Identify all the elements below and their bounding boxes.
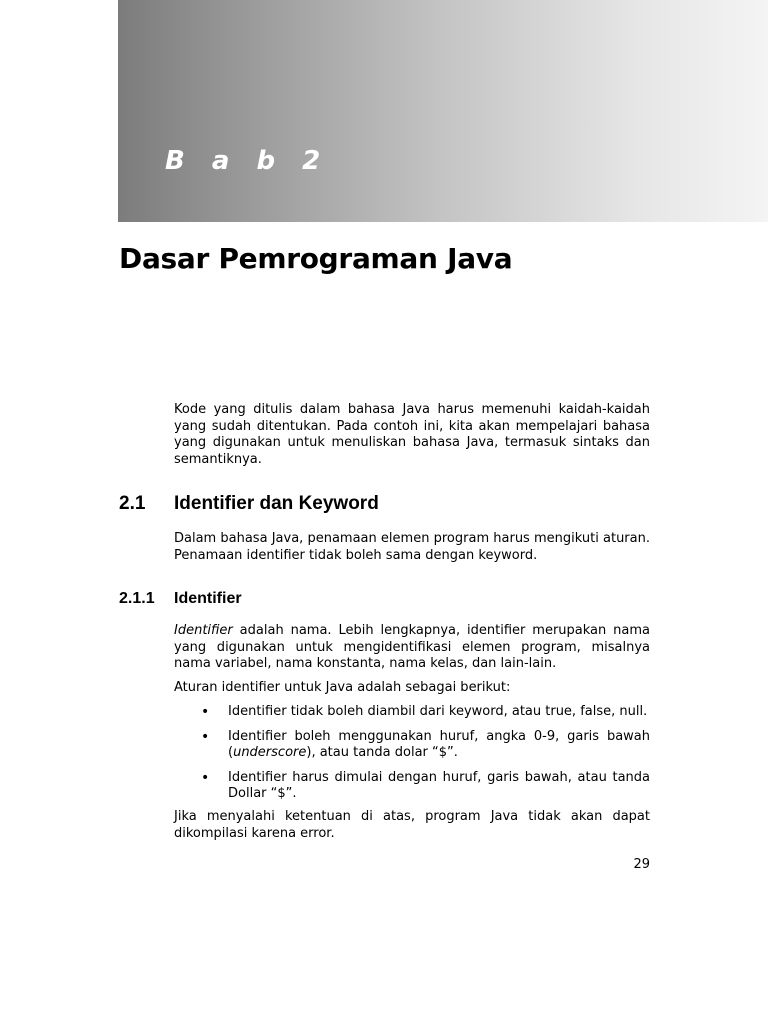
intro-paragraph: Kode yang ditulis dalam bahasa Java harus memenuhi kaidah-kaidah yang sudah ditentukan. Pada contoh ini, kita akan mempelajari bahasa yang digunakan untuk menuliskan bahasa Java, termasuk sintaks dan semantiknya.: [174, 402, 650, 467]
list-item-text: ), atau tanda dolar “$”.: [306, 745, 458, 760]
section-heading-2-1: [119, 493, 379, 515]
rules-intro: Aturan identifier untuk Java adalah sebagai berikut:: [174, 680, 511, 695]
list-item-emphasis: underscore: [233, 745, 307, 760]
identifier-definition-text: adalah nama. Lebih lengkapnya, identifier merupakan nama yang digunakan untuk mengidentifikasi elemen program, misalnya nama variabel, nama konstanta, nama kelas, dan lain-lain.: [174, 623, 650, 671]
section-number: 2.1: [119, 493, 146, 514]
chapter-title: Dasar Pemrograman Java: [119, 242, 513, 275]
chapter-label: B a b 2: [165, 146, 330, 176]
section-title: Identifier dan Keyword: [174, 493, 379, 514]
chapter-banner: [118, 0, 768, 222]
bullet-icon: •: [201, 704, 210, 720]
rules-list: [201, 704, 650, 811]
identifier-term: Identifier: [174, 623, 233, 638]
list-item: [201, 704, 650, 721]
list-item: [201, 770, 650, 803]
section-title: Identifier: [174, 590, 242, 607]
identifier-definition-paragraph: [174, 623, 650, 673]
section-heading-2-1-1: [119, 590, 242, 608]
list-item-text: Identifier boleh menggunakan huruf, angka 0-9, garis bawah (: [228, 728, 650, 760]
list-item-text: Identifier tidak boleh diambil dari keyword, atau true, false, null.: [228, 704, 648, 719]
list-item-text: Identifier harus dimulai dengan huruf, garis bawah, atau tanda Dollar “$”.: [228, 769, 650, 801]
section-2-1-paragraph: Dalam bahasa Java, penamaan elemen program harus mengikuti aturan. Penamaan identifier tidak boleh sama dengan keyword.: [174, 531, 650, 563]
list-item: [201, 729, 650, 762]
section-number: 2.1.1: [119, 590, 155, 607]
bullet-icon: •: [201, 769, 210, 786]
bullet-icon: •: [201, 728, 210, 745]
closing-paragraph: Jika menyalahi ketentuan di atas, program Java tidak akan dapat dikompilasi karena error.: [174, 809, 650, 841]
page-number: 29: [633, 857, 650, 872]
